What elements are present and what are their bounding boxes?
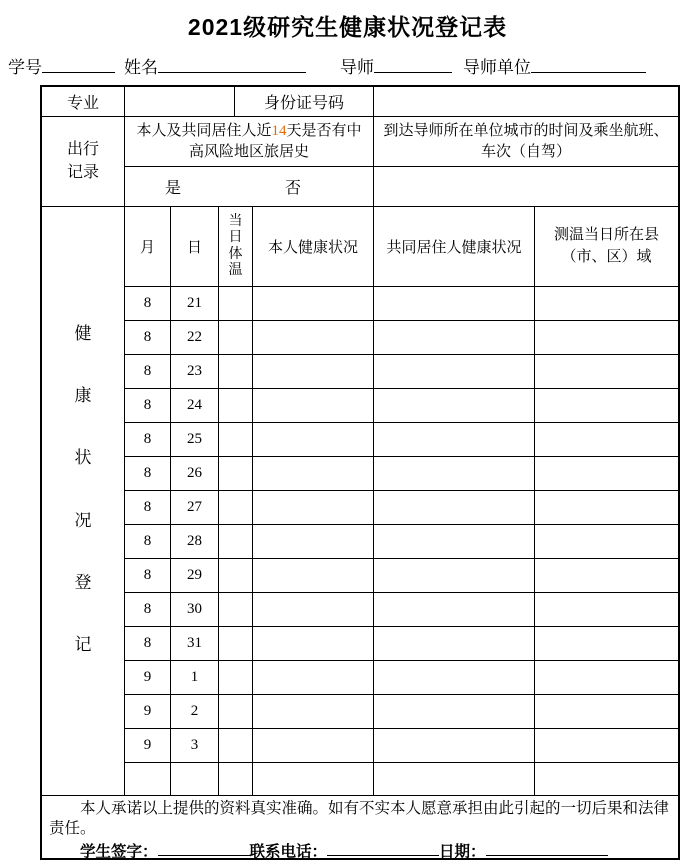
- health-date-row: [125, 593, 678, 627]
- major-input-cell[interactable]: [125, 87, 235, 116]
- section-char: 健: [74, 324, 92, 343]
- section-char: 状: [74, 448, 92, 468]
- cohabitant-health-input-cell[interactable]: [374, 355, 535, 388]
- month-cell: 8: [125, 287, 171, 320]
- health-date-row: [125, 491, 678, 525]
- day-cell: 25: [171, 423, 219, 456]
- temperature-input-cell[interactable]: [219, 593, 253, 626]
- section-char: 记: [74, 634, 92, 654]
- location-input-cell[interactable]: [535, 729, 678, 762]
- self-health-input-cell[interactable]: [253, 593, 374, 626]
- col-header-temperature: 当日体温: [219, 207, 253, 286]
- location-input-cell[interactable]: [535, 695, 678, 728]
- cohabitant-health-input-cell[interactable]: [374, 389, 535, 422]
- health-date-row: [125, 389, 678, 423]
- location-input-cell[interactable]: [535, 423, 678, 456]
- temperature-input-cell[interactable]: [219, 287, 253, 320]
- self-health-input-cell[interactable]: [253, 729, 374, 762]
- location-input-cell[interactable]: [535, 389, 678, 422]
- pledge-text: 本人承诺以上提供的资料真实准确。如有不实本人愿意承担由此引起的一切后果和法律责任。: [49, 800, 670, 838]
- health-date-row: [125, 661, 678, 695]
- month-cell: 8: [125, 321, 171, 354]
- day-cell: 28: [171, 525, 219, 558]
- pledge-section: [42, 796, 678, 861]
- section-char: 况: [74, 510, 92, 530]
- temperature-input-cell[interactable]: [219, 661, 253, 694]
- cohabitant-health-input-cell[interactable]: [374, 661, 535, 694]
- location-input-cell[interactable]: [535, 457, 678, 490]
- advisor-label: 导师: [340, 58, 374, 77]
- day-cell: 29: [171, 559, 219, 592]
- month-cell: 8: [125, 423, 171, 456]
- health-log-row: [42, 207, 678, 796]
- self-health-input-cell[interactable]: [253, 763, 374, 795]
- cohabitant-health-input-cell[interactable]: [374, 763, 535, 795]
- travel-question-prefix: 本人及共同居住人近: [136, 123, 272, 140]
- temperature-input-cell[interactable]: [219, 321, 253, 354]
- day-cell: 1: [171, 661, 219, 694]
- temperature-input-cell[interactable]: [219, 355, 253, 388]
- phone-label: 联系电话：: [249, 843, 328, 861]
- date-label: 日期：: [439, 843, 486, 861]
- signature-line: [49, 841, 671, 863]
- temperature-input-cell[interactable]: [219, 389, 253, 422]
- month-cell: 8: [125, 355, 171, 388]
- self-health-input-cell[interactable]: [253, 355, 374, 388]
- day-cell: 27: [171, 491, 219, 524]
- temperature-input-cell[interactable]: [219, 695, 253, 728]
- travel-record-row: [42, 117, 678, 207]
- day-cell: 24: [171, 389, 219, 422]
- major-id-row: [42, 87, 678, 117]
- day-cell: 3: [171, 729, 219, 762]
- travel-question-suffix: 天是否有中高风险地区旅居史: [188, 123, 362, 160]
- day-cell: 21: [171, 287, 219, 320]
- health-empty-row: [125, 763, 678, 795]
- major-label: 专业: [42, 87, 125, 116]
- temperature-input-cell[interactable]: [219, 627, 253, 660]
- self-health-input-cell[interactable]: [253, 695, 374, 728]
- health-date-row: [125, 355, 678, 389]
- self-health-input-cell[interactable]: [253, 627, 374, 660]
- section-char: 康: [74, 386, 92, 406]
- day-cell: 26: [171, 457, 219, 490]
- health-date-row: [125, 729, 678, 763]
- travel-record-label-line1: 出行: [66, 141, 99, 159]
- cohabitant-health-input-cell[interactable]: [374, 559, 535, 592]
- health-date-row: [125, 423, 678, 457]
- cohabitant-health-input-cell[interactable]: [374, 321, 535, 354]
- month-cell: 9: [125, 661, 171, 694]
- signature-label: 学生签字：: [80, 843, 158, 861]
- travel-question-column: [125, 117, 374, 206]
- health-header-row: [125, 207, 678, 287]
- col-header-cohabitant-health: 共同居住人健康状况: [374, 207, 535, 286]
- location-input-cell[interactable]: [535, 661, 678, 694]
- health-date-row: [125, 559, 678, 593]
- name-field[interactable]: [158, 55, 306, 73]
- temperature-input-cell[interactable]: [219, 559, 253, 592]
- advisor-unit-label: 导师单位: [463, 58, 531, 77]
- student-id-field[interactable]: [42, 55, 115, 73]
- temperature-input-cell[interactable]: [219, 763, 253, 795]
- month-cell[interactable]: [125, 763, 171, 795]
- phone-field[interactable]: [327, 841, 439, 857]
- cohabitant-health-input-cell[interactable]: [374, 491, 535, 524]
- col-header-location: 测温当日所在县（市、区）域: [553, 226, 659, 265]
- month-cell: 8: [125, 457, 171, 490]
- day-cell: 31: [171, 627, 219, 660]
- location-input-cell[interactable]: [535, 491, 678, 524]
- registration-form-table: [40, 85, 680, 860]
- arrival-input-cell[interactable]: [374, 167, 678, 206]
- temperature-input-cell[interactable]: [219, 423, 253, 456]
- self-health-input-cell[interactable]: [253, 661, 374, 694]
- day-cell: 22: [171, 321, 219, 354]
- advisor-unit-field[interactable]: [531, 55, 646, 73]
- location-input-cell[interactable]: [535, 321, 678, 354]
- location-input-cell[interactable]: [535, 525, 678, 558]
- travel-record-label: [42, 117, 125, 206]
- month-cell: 8: [125, 627, 171, 660]
- section-char: 登: [74, 572, 92, 592]
- temperature-input-cell[interactable]: [219, 525, 253, 558]
- no-option[interactable]: 否: [284, 180, 301, 197]
- cohabitant-health-input-cell[interactable]: [374, 423, 535, 456]
- travel-record-label-line2: 记录: [66, 163, 99, 181]
- travel-question: [125, 117, 373, 167]
- temperature-input-cell[interactable]: [219, 729, 253, 762]
- arrival-column: [374, 117, 678, 206]
- arrival-question: 到达导师所在单位城市的时间及乘坐航班、车次（自驾）: [374, 117, 678, 167]
- yes-no-cell[interactable]: [125, 167, 373, 206]
- temperature-input-cell[interactable]: [219, 491, 253, 524]
- signature-field[interactable]: [158, 841, 250, 857]
- id-number-input-cell[interactable]: [374, 87, 678, 116]
- month-cell: 8: [125, 389, 171, 422]
- cohabitant-health-input-cell[interactable]: [374, 287, 535, 320]
- month-cell: 9: [125, 695, 171, 728]
- col-header-month: 月: [125, 207, 171, 286]
- yes-option[interactable]: 是: [165, 180, 182, 197]
- temperature-input-cell[interactable]: [219, 457, 253, 490]
- health-date-row: [125, 627, 678, 661]
- cohabitant-health-input-cell[interactable]: [374, 729, 535, 762]
- month-cell: 8: [125, 525, 171, 558]
- health-date-row: [125, 525, 678, 559]
- month-cell: 8: [125, 491, 171, 524]
- self-health-input-cell[interactable]: [253, 287, 374, 320]
- self-health-input-cell[interactable]: [253, 559, 374, 592]
- cohabitant-health-input-cell[interactable]: [374, 457, 535, 490]
- month-cell: 9: [125, 729, 171, 762]
- self-health-input-cell[interactable]: [253, 321, 374, 354]
- health-date-row: [125, 695, 678, 729]
- id-number-label: 身份证号码: [235, 87, 374, 116]
- month-cell: 8: [125, 593, 171, 626]
- location-input-cell[interactable]: [535, 355, 678, 388]
- health-section-label: [42, 207, 125, 795]
- name-label: 姓名: [124, 58, 158, 77]
- day-cell: 2: [171, 695, 219, 728]
- day-cell: 23: [171, 355, 219, 388]
- health-date-row: [125, 287, 678, 321]
- location-input-cell[interactable]: [535, 287, 678, 320]
- travel-question-days: 14: [271, 123, 287, 140]
- cohabitant-health-input-cell[interactable]: [374, 627, 535, 660]
- student-id-label: 学号: [8, 58, 42, 77]
- date-field[interactable]: [486, 841, 608, 857]
- self-health-input-cell[interactable]: [253, 491, 374, 524]
- location-input-cell[interactable]: [535, 593, 678, 626]
- location-input-cell[interactable]: [535, 627, 678, 660]
- advisor-field[interactable]: [374, 55, 452, 73]
- col-header-self-health: 本人健康状况: [253, 207, 374, 286]
- self-health-input-cell[interactable]: [253, 525, 374, 558]
- page-title: 2021级研究生健康状况登记表: [187, 14, 508, 40]
- day-cell[interactable]: [171, 763, 219, 795]
- location-input-cell[interactable]: [535, 763, 678, 795]
- health-grid: [125, 207, 678, 795]
- cohabitant-health-input-cell[interactable]: [374, 593, 535, 626]
- month-cell: 8: [125, 559, 171, 592]
- self-health-input-cell[interactable]: [253, 389, 374, 422]
- location-input-cell[interactable]: [535, 559, 678, 592]
- health-date-row: [125, 321, 678, 355]
- student-info-line: [8, 53, 687, 78]
- cohabitant-health-input-cell[interactable]: [374, 695, 535, 728]
- self-health-input-cell[interactable]: [253, 457, 374, 490]
- day-cell: 30: [171, 593, 219, 626]
- health-date-row: [125, 457, 678, 491]
- self-health-input-cell[interactable]: [253, 423, 374, 456]
- cohabitant-health-input-cell[interactable]: [374, 525, 535, 558]
- col-header-day: 日: [171, 207, 219, 286]
